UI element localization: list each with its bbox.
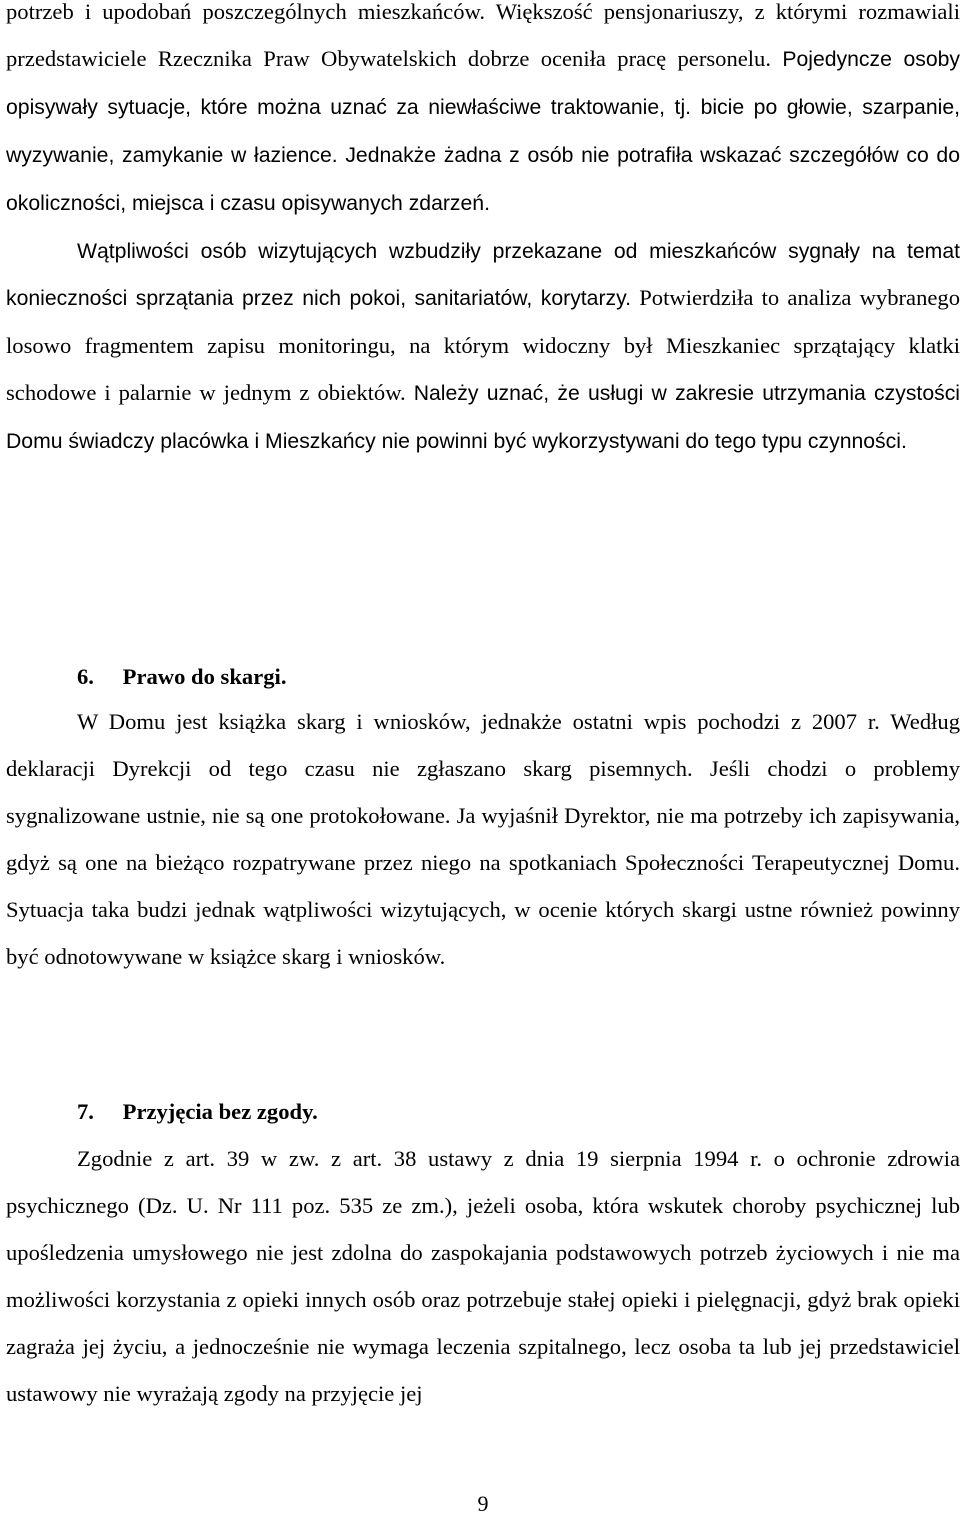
section-6-title: Prawo do skargi. [122, 664, 287, 689]
paragraph-cleaning-concerns [6, 228, 960, 467]
section-6-heading [77, 654, 286, 701]
paragraph-cleaning-concerns-part-b: Potwierdziła to analiza wybranego losowo fragmentem zapisu monitoringu, na którym widoczny był Mieszkaniec sprzątający klatki schodowe i palarnie w jednym z obiektów. [6, 285, 960, 406]
section-7-heading [77, 1089, 318, 1136]
section-5-text [6, 0, 960, 466]
section-6-number: 6. [77, 664, 94, 689]
document-page [6, 0, 960, 1515]
section-7-text [6, 1136, 960, 1417]
page-number: 9 [477, 1491, 489, 1516]
paragraph-admission-without-consent: Zgodnie z art. 39 w zw. z art. 38 ustawy z dnia 19 sierpnia 1994 r. o ochronie zdrowia psychicznego (Dz. U. Nr 111 poz. 535 ze zm.), jeżeli osoba, która wskutek choroby psychicznej lub upośledzenia umysłowego nie jest zdolna do zaspokajania podstawowych potrzeb życiowych i nie ma możliwości korzystania z opieki innych osób oraz potrzebuje stałej opieki i pielęgnacji, gdyż brak opieki zagraża jej życiu, a jednocześnie nie wymaga leczenia szpitalnego, lecz osoba ta lub jej przedstawiciel ustawowy nie wyrażają zgody na przyjęcie jej [6, 1146, 960, 1406]
paragraph-staff-treatment [6, 0, 960, 228]
paragraph-cleaning-concerns-part-a: Wątpliwości osób wizytujących wzbudziły przekazane od mieszkańców sygnały na temat konieczności sprzątania przez nich pokoi, sanitariatów, korytarzy. [6, 239, 960, 311]
paragraph-cleaning-concerns-part-c: Należy uznać, że usługi w zakresie utrzymania czystości Domu świadczy placówka i Mieszkańcy nie powinni być wykorzystywani do tego typu czynności. [6, 382, 960, 454]
section-7-number: 7. [77, 1099, 94, 1124]
section-7-title: Przyjęcia bez zgody. [122, 1099, 318, 1124]
paragraph-staff-treatment-part-b: Pojedyncze osoby opisywały sytuacje, które można uznać za niewłaściwe traktowanie, tj. bicie po głowie, szarpanie, wyzywanie, zamykanie w łazience. Jednakże żadna z osób nie potrafiła wskazać szczegółów co do okoliczności, miejsca i czasu opisywanych zdarzeń. [6, 47, 960, 215]
paragraph-staff-treatment-part-a: potrzeb i upodobań poszczególnych mieszkańców. Większość pensjonariuszy, z którymi rozmawiali przedstawiciele Rzecznika Praw Obywatelskich dobrze oceniła pracę personelu. [6, 0, 960, 71]
paragraph-complaints: W Domu jest książka skarg i wniosków, jednakże ostatni wpis pochodzi z 2007 r. Według deklaracji Dyrekcji od tego czasu nie zgłaszano skarg pisemnych. Jeśli chodzi o problemy sygnalizowane ustnie, nie są one protokołowane. Ja wyjaśnił Dyrektor, nie ma potrzeby ich zapisywania, gdyż są one na bieżąco rozpatrywane przez niego na spotkaniach Społeczności Terapeutycznej Domu. Sytuacja taka budzi jednak wątpliwości wizytujących, w ocenie których skargi ustne również powinny być odnotowywane w książce skarg i wniosków. [6, 709, 960, 969]
section-6-text [6, 699, 960, 980]
